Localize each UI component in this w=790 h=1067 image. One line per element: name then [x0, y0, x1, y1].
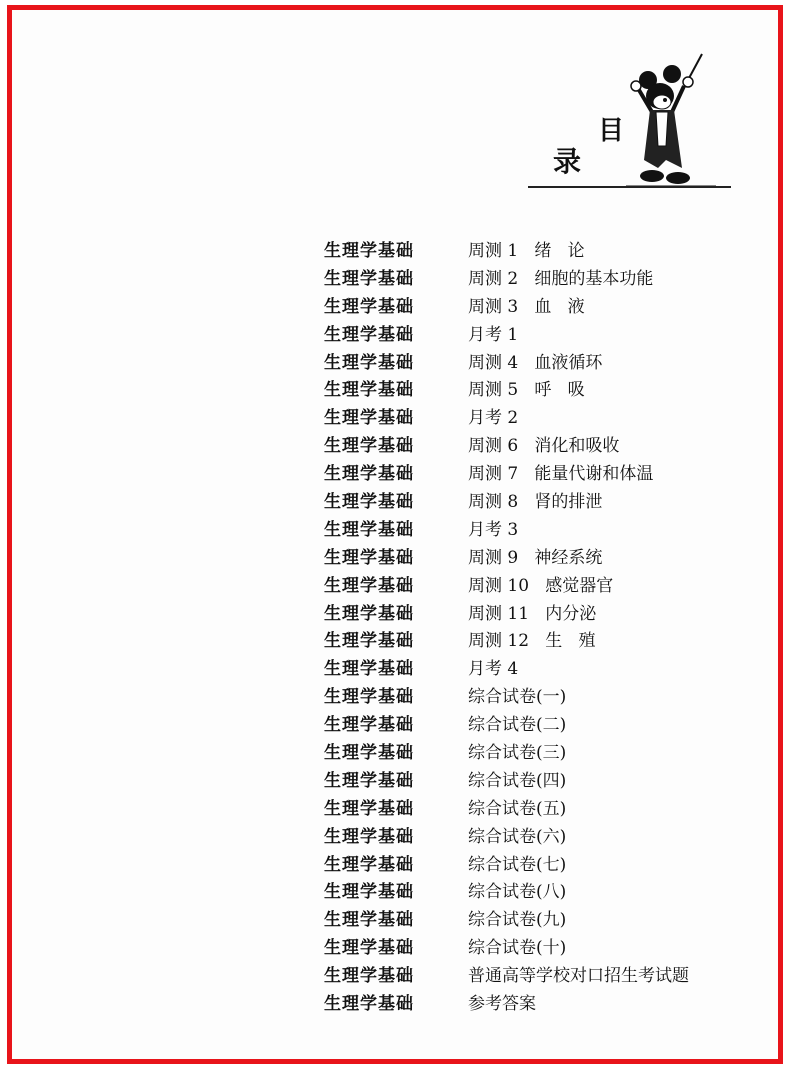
toc-entry: 综合试卷(八) [468, 882, 567, 903]
toc-entry: 周测 1 绪 论 [468, 241, 585, 261]
page-frame [7, 5, 783, 1064]
toc-row [324, 377, 764, 405]
toc-entry: 综合试卷(一) [468, 687, 567, 708]
toc-row [324, 350, 764, 378]
toc-subject: 生理学基础 [324, 575, 414, 596]
toc-entry: 周测 3 血 液 [468, 296, 585, 317]
toc-row [324, 935, 764, 963]
toc-row [324, 628, 764, 656]
toc-subject: 生理学基础 [324, 436, 414, 457]
toc-subject: 生理学基础 [324, 268, 414, 289]
toc-row [324, 266, 764, 294]
toc-subject: 生理学基础 [324, 547, 414, 568]
toc-entry: 周测 4 血液循环 [468, 352, 603, 373]
toc-row [324, 879, 764, 907]
toc-entry: 参考答案 [468, 994, 536, 1015]
toc-subject: 生理学基础 [324, 966, 414, 987]
toc-entry: 周测 11 内分泌 [468, 603, 597, 624]
toc-subject: 生理学基础 [324, 882, 414, 903]
toc-subject: 生理学基础 [324, 464, 414, 485]
toc-subject: 生理学基础 [324, 994, 414, 1015]
toc-subject: 生理学基础 [324, 826, 414, 847]
toc-subject: 生理学基础 [324, 352, 414, 373]
toc-entry: 综合试卷(七) [468, 854, 567, 875]
toc-subject: 生理学基础 [324, 910, 414, 931]
toc-subject: 生理学基础 [324, 519, 414, 540]
toc-row [324, 907, 764, 935]
toc-entry: 综合试卷(五) [468, 798, 567, 819]
toc-entry: 月考 3 [468, 519, 519, 540]
toc-row [324, 712, 764, 740]
toc-row [324, 433, 764, 461]
toc-row [324, 489, 764, 517]
toc-entry: 周测 5 呼 吸 [468, 380, 585, 401]
toc-row [324, 852, 764, 880]
toc-row [324, 294, 764, 322]
toc-row [324, 601, 764, 629]
toc-entry: 综合试卷(九) [468, 910, 567, 931]
table-of-contents [324, 238, 764, 1019]
toc-subject: 生理学基础 [324, 798, 414, 819]
toc-subject: 生理学基础 [324, 241, 414, 261]
toc-entry: 综合试卷(二) [468, 715, 567, 736]
toc-subject: 生理学基础 [324, 296, 414, 317]
page-header [12, 10, 788, 200]
toc-row [324, 656, 764, 684]
toc-subject: 生理学基础 [324, 408, 414, 429]
toc-row [324, 796, 764, 824]
toc-entry: 月考 2 [468, 408, 519, 429]
toc-subject: 生理学基础 [324, 687, 414, 708]
toc-subject: 生理学基础 [324, 380, 414, 401]
toc-entry: 周测 9 神经系统 [468, 547, 603, 568]
toc-row [324, 684, 764, 712]
toc-entry: 综合试卷(十) [468, 938, 567, 959]
toc-row [324, 461, 764, 489]
toc-entry: 综合试卷(四) [468, 770, 567, 791]
toc-row [324, 824, 764, 852]
header-rule [528, 186, 731, 188]
toc-entry: 月考 4 [468, 659, 519, 680]
toc-subject: 生理学基础 [324, 324, 414, 345]
toc-entry: 周测 10 感觉器官 [468, 575, 614, 596]
toc-entry: 综合试卷(六) [468, 826, 567, 847]
toc-subject: 生理学基础 [324, 854, 414, 875]
toc-row [324, 991, 764, 1019]
toc-row [324, 963, 764, 991]
toc-entry: 综合试卷(三) [468, 743, 567, 764]
toc-entry: 周测 12 生 殖 [468, 631, 596, 652]
toc-row [324, 573, 764, 601]
toc-row [324, 740, 764, 768]
toc-row [324, 545, 764, 573]
toc-row [324, 517, 764, 545]
toc-entry: 周测 6 消化和吸收 [468, 436, 620, 457]
title-char-mu: 目 [598, 116, 625, 146]
toc-subject: 生理学基础 [324, 938, 414, 959]
toc-subject: 生理学基础 [324, 743, 414, 764]
toc-subject: 生理学基础 [324, 770, 414, 791]
toc-row [324, 238, 764, 266]
mickey-conductor-icon [626, 50, 716, 190]
toc-subject: 生理学基础 [324, 492, 414, 513]
toc-row [324, 405, 764, 433]
toc-entry: 周测 7 能量代谢和体温 [468, 464, 654, 485]
toc-subject: 生理学基础 [324, 715, 414, 736]
toc-subject: 生理学基础 [324, 603, 414, 624]
toc-entry: 周测 8 肾的排泄 [468, 492, 603, 513]
toc-subject: 生理学基础 [324, 659, 414, 680]
toc-subject: 生理学基础 [324, 631, 414, 652]
toc-row [324, 768, 764, 796]
toc-entry: 月考 1 [468, 324, 519, 345]
toc-entry: 普通高等学校对口招生考试题 [468, 966, 689, 987]
toc-entry: 周测 2 细胞的基本功能 [468, 268, 654, 289]
title-char-lu: 录 [553, 145, 582, 178]
toc-row [324, 322, 764, 350]
